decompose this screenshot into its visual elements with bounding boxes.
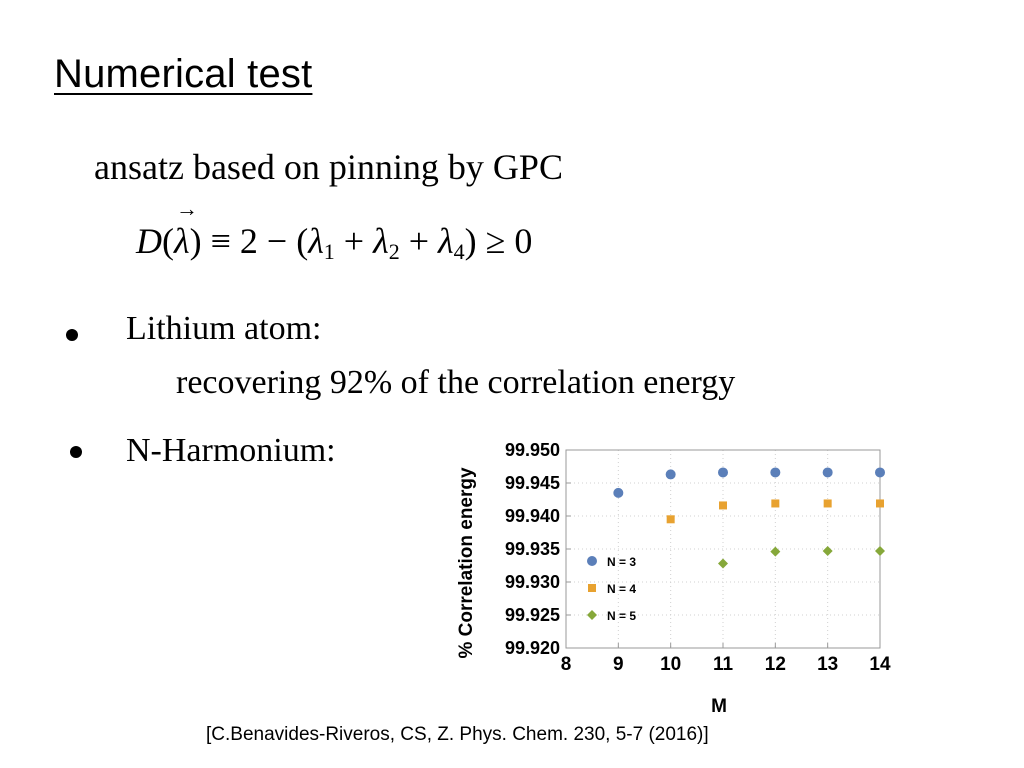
data-point [823,546,833,556]
pinning-formula: $D(\to \lambda) \equiv 2 - (\lambda_1 + \lambda_2 + \lambda_4) \ge 0$ [136,220,532,265]
legend-label: N = 3 [607,555,637,569]
bullet-harmonium-label: N-Harmonium: [126,432,336,469]
citation: [C.Benavides-Riveros, CS, Z. Phys. Chem. 230, 5-7 (2016)] [206,724,709,745]
data-point [771,499,779,507]
x-tick-label: 11 [712,654,734,675]
y-axis-label: % Correlation energy [456,467,477,659]
data-point [613,488,623,498]
x-tick-label: 8 [560,654,572,675]
data-point [667,515,675,523]
data-point [824,499,832,507]
data-point [770,467,780,477]
data-point [823,467,833,477]
legend-marker [587,610,597,620]
data-point [718,467,728,477]
y-tick-label: 99.950 [504,440,560,460]
x-axis-label: M [711,696,727,717]
data-point [876,499,884,507]
legend-marker [588,584,596,592]
x-tick-label: 10 [660,654,682,675]
x-tick-label: 13 [817,654,839,675]
data-point [875,467,885,477]
formula-lambda-vector: → λ [174,220,190,262]
bullet-dot-harmonium [70,446,82,458]
data-point [770,547,780,557]
x-tick-label: 9 [613,654,624,675]
legend-marker [587,556,597,566]
y-tick-label: 99.945 [504,473,560,493]
y-tick-label: 99.940 [504,506,560,526]
y-tick-label: 99.920 [504,638,560,658]
bullet-lithium-detail: recovering 92% of the correlation energy [176,364,736,401]
correlation-energy-chart [440,430,900,720]
data-point [718,559,728,569]
data-point [875,546,885,556]
legend-label: N = 5 [607,609,637,623]
bullet-lithium-label: Lithium atom: [126,310,322,347]
ansatz-text: ansatz based on pinning by GPC [94,147,563,187]
bullet-dot-lithium [66,329,78,341]
slide-title: Numerical test [54,52,313,96]
x-tick-label: 14 [869,654,891,675]
legend-label: N = 4 [607,582,637,596]
data-point [719,501,727,509]
x-tick-label: 12 [764,654,786,675]
y-tick-label: 99.930 [504,572,560,592]
formula-rest: ≡ $2 - (\lambda_1 + \lambda_2 + \lambda_4) \ge 0$ [210,221,533,264]
y-tick-label: 99.935 [504,539,560,559]
formula-d: D [136,221,162,261]
data-point [666,469,676,479]
y-tick-label: 99.925 [504,605,560,625]
